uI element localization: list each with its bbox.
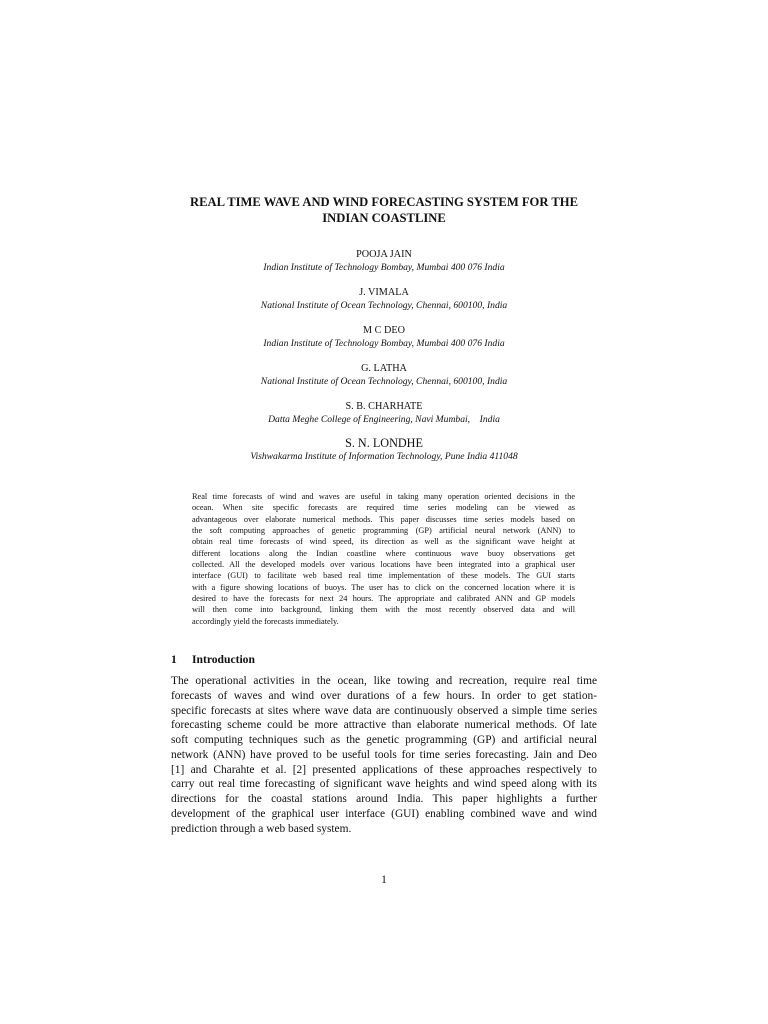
author-block: [140, 362, 628, 400]
title-line: INDIAN COASTLINE: [322, 211, 446, 225]
abstract-line: desired to have the forecasts for next 24 hours. The appropriate and calibrated ANN and GP models: [192, 594, 575, 604]
author-name: G. LATHA: [361, 363, 407, 374]
abstract-line: the soft computing approaches of genetic programming (GP) artificial neural network (ANN) to: [192, 526, 575, 536]
author-block: [140, 248, 628, 286]
author-name: M C DEO: [363, 325, 405, 336]
abstract-line: with a figure showing locations of buoys. The user has to click on the concerned location where it is: [192, 582, 575, 592]
abstract-line: collected. All the developed models over various locations have been integrated into a graphical user: [192, 560, 575, 570]
page-number: 1: [381, 874, 387, 886]
abstract-line: different locations along the Indian coastline where continuous wave buoy observations get: [192, 548, 575, 558]
abstract-line: ocean. When site specific forecasts are required time series modeling can be viewed as: [192, 503, 575, 513]
body-line: forecasting scheme could be more attractive than elaborate numerical methods. Of late: [171, 719, 597, 732]
abstract-line: Real time forecasts of wind and waves are useful in taking many operation oriented decisions in the: [192, 492, 575, 501]
body-line: directions for the coastal stations around India. This paper highlights a further: [171, 793, 597, 805]
abstract: [192, 491, 575, 627]
author-block: [140, 436, 628, 463]
body-line: The operational activities in the ocean, like towing and recreation, require real time: [171, 675, 597, 687]
body-line: specific forecasts at sites where wave data are continuously observed a simple time series: [171, 704, 597, 717]
author-affiliation: Datta Meghe College of Engineering, Navi Mumbai, India: [268, 414, 500, 425]
body-line: development of the graphical user interface (GUI) enabling combined wave and wind: [171, 807, 597, 820]
author-list: [140, 248, 628, 463]
title-line: REAL TIME WAVE AND WIND FORECASTING SYSTEM FOR THE: [190, 195, 578, 209]
abstract-line: interface (GUI) to facilitate web based real time implementation of these models. The GUI starts: [192, 571, 575, 581]
abstract-line: obtain real time forecasts of wind speed, its direction as well as the significant wave height at: [192, 537, 575, 547]
author-name: POOJA JAIN: [356, 249, 412, 260]
body-line: [1] and Charahte et al. [2] presented applications of these approaches respectively to: [171, 763, 597, 776]
introduction-body: [171, 674, 597, 836]
author-block: [140, 286, 628, 324]
body-line: network (ANN) have proved to be useful tools for time series forecasting. Jain and Deo: [171, 748, 597, 761]
author-name: S. N. LONDHE: [345, 436, 423, 450]
author-name: J. VIMALA: [359, 287, 409, 298]
author-affiliation: National Institute of Ocean Technology, Chennai, 600100, India: [260, 300, 508, 311]
abstract-line: accordingly yield the forecasts immediately.: [192, 616, 339, 626]
body-line: prediction through a web based system.: [171, 822, 352, 835]
abstract-line: advantageous over elaborate numerical methods. This paper discusses time series models based on: [192, 514, 575, 524]
body-line: carry out real time forecasting of significant wave heights and wind speed along with its: [171, 778, 597, 791]
body-line: soft computing techniques such as the genetic programming (GP) and artificial neural: [171, 734, 597, 746]
author-name: S. B. CHARHATE: [345, 401, 423, 412]
author-affiliation: National Institute of Ocean Technology, Chennai, 600100, India: [260, 376, 508, 387]
section-heading: [171, 652, 255, 668]
author-affiliation: Indian Institute of Technology Bombay, Mumbai 400 076 India: [263, 338, 505, 349]
author-block: [140, 400, 628, 436]
author-block: [140, 324, 628, 362]
paper-title: [160, 194, 608, 226]
abstract-line: will then come into background, linking them with the most recently observed data and will: [192, 605, 575, 615]
author-affiliation: Vishwakarma Institute of Information Technology, Pune India 411048: [250, 451, 518, 462]
section-number: 1: [171, 653, 177, 666]
author-affiliation: Indian Institute of Technology Bombay, Mumbai 400 076 India: [263, 262, 505, 273]
section-title: Introduction: [192, 653, 255, 666]
body-line: forecasts of waves and wind over durations of a few hours. In order to get station-: [171, 689, 597, 702]
